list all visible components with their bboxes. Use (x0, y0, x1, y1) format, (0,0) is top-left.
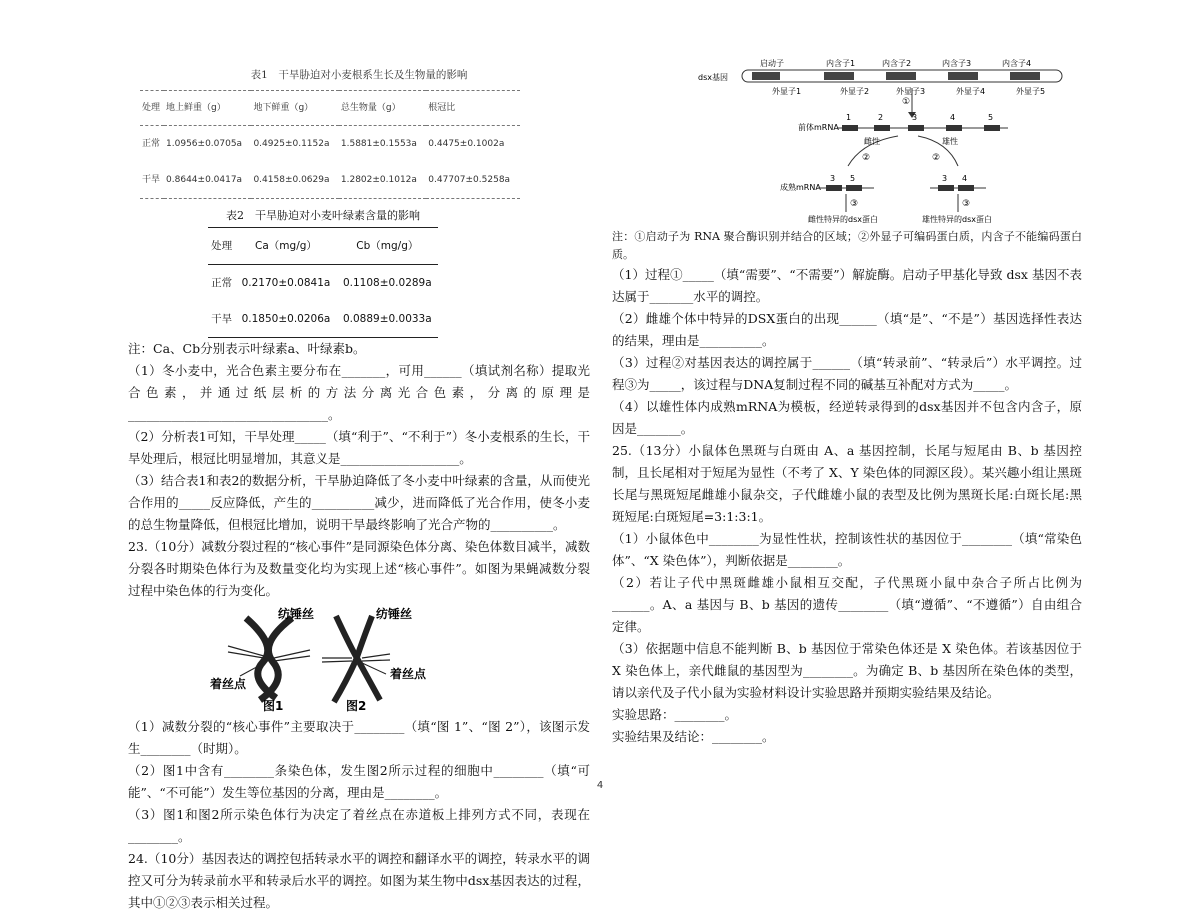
exon-label: 外显子2 (840, 87, 870, 96)
table1-header: 地上鲜重（g） (164, 91, 251, 126)
exon-label: 外显子1 (772, 87, 802, 96)
experiment-idea: 实验思路：________。 (612, 707, 738, 722)
mrna-exon (846, 185, 862, 191)
exon-number: 3 (942, 174, 948, 183)
chromosome-figure (128, 606, 590, 712)
table-cell: 0.4925±0.1152a (253, 139, 330, 149)
exon-number: 5 (850, 174, 856, 183)
pre-mrna-exon (874, 125, 890, 131)
exon-number: 5 (988, 113, 994, 122)
question-25-1: （1）小鼠体色中________为显性性状，控制该性状的基因位于________（填“常染色体”、“X 染色体”），判断依据是________。 (612, 531, 1082, 568)
table1-caption: 表1 干旱胁迫对小麦根系生长及生物量的影响 (250, 69, 468, 81)
figure2-chromosome (322, 616, 390, 702)
question-24-2: （2）雌雄个体中特异的DSX蛋白的出现______（填“是”、“不是”）基因选择性表达的结果，理由是__________。 (612, 311, 1082, 348)
table2 (208, 227, 438, 338)
question-23-2: （2）图1中含有________条染色体，发生图2所示过程的细胞中________（填“可能”、“不可能”）发生等位基因的分离，理由是________。 (128, 763, 590, 800)
figure1-label: 图1 (263, 699, 284, 712)
exon-number: 3 (912, 113, 918, 122)
table-row (140, 162, 520, 199)
exon-label: 外显子4 (956, 87, 986, 96)
table2-header-row (208, 228, 438, 265)
table-cell: 0.4475±0.1002a (428, 139, 505, 149)
exon-number: 3 (830, 174, 836, 183)
spindle-label-2: 纺锤丝 (376, 607, 413, 621)
exon-label: 外显子3 (896, 87, 926, 96)
table-cell: 1.2802±0.1012a (339, 162, 426, 199)
pre-mrna-exon (984, 125, 1000, 131)
table-cell: 0.1850±0.0206a (235, 301, 336, 338)
exon-block (824, 72, 854, 80)
table-cell: 正常 (211, 277, 233, 289)
dsx-gene-label: dsx基因 (698, 73, 728, 82)
female-protein-label: 雌性特异的dsx蛋白 (808, 215, 878, 224)
mrna-exon (938, 185, 954, 191)
table1-header: 总生物量（g） (339, 91, 426, 126)
pre-mrna-exon (946, 125, 962, 131)
page-number: 4 (596, 780, 604, 791)
table-row (208, 301, 438, 338)
table1-header: 根冠比 (426, 91, 520, 126)
table-cell: 0.0889±0.0033a (337, 301, 438, 338)
mature-mrna-label: 成熟mRNA (780, 183, 821, 192)
exon-block (1010, 72, 1040, 80)
question-25-stem: 25.（13分）小鼠体色黑斑与白斑由 A、a 基因控制，长尾与短尾由 B、b 基因控制，且长尾相对于短尾为显性（不考了 X、Y 染色体的同源区段）。某兴趣小组让黑斑长尾与黑斑短尾雌雄小鼠杂交，子代雌雄小鼠的表型及比例为黑斑长尾:白斑长尾:黑斑短尾:白斑短尾=3:1:3:1。 (612, 443, 1082, 524)
male-label: 雄性 (942, 137, 958, 146)
centromere-label-2: 着丝点 (390, 667, 427, 681)
exon-number: 2 (878, 113, 884, 122)
step3-label: ③ (850, 199, 859, 209)
intron-label: 内含子1 (826, 59, 856, 68)
table2-caption: 表2 干旱胁迫对小麦叶绿素含量的影响 (226, 209, 420, 222)
exon-number: 1 (846, 113, 852, 122)
question-25-3: （3）依据题中信息不能判断 B、b 基因位于常染色体还是 X 染色体。若该基因位于 X 染色体上，亲代雌鼠的基因型为________。为确定 B、b 基因所在染色体的类型，请以亲代及子代小鼠为实验材料设计实验思路并预期实验结果及结论。 (612, 641, 1082, 700)
table-cell: 干旱 (208, 301, 235, 338)
pre-mrna-label: 前体mRNA (798, 123, 839, 132)
exon-block (752, 72, 780, 80)
question-22-1: （1）冬小麦中，光合色素主要分布在_______，可用______（填试剂名称）提取光合色素，并通过纸层析的方法分离光合色素，分离的原理是________________________________。 (128, 363, 590, 422)
table-cell: 干旱 (140, 162, 164, 199)
table-cell: 1.0956±0.0705a (166, 139, 243, 149)
question-24-stem: 24.（10分）基因表达的调控包括转录水平的调控和翻译水平的调控，转录水平的调控又可分为转录前水平和转录后水平的调控。如图为某生物中dsx基因表达的过程，其中①②③表示相关过程。 (128, 851, 590, 910)
pre-mrna-exon (842, 125, 858, 131)
table1-header-row (140, 91, 520, 126)
exon-number: 4 (962, 174, 968, 183)
table-cell: 0.1108±0.0289a (342, 277, 432, 289)
promoter-label: 启动子 (760, 59, 784, 68)
table-cell: 1.5881±0.1553a (340, 139, 417, 149)
intron-label: 内含子4 (1002, 59, 1032, 68)
question-23-1: （1）减数分裂的“核心事件”主要取决于________（填“图 1”、“图 2”），该图示发生________（时期）。 (128, 719, 590, 756)
chromosome-diagram (128, 606, 590, 712)
table2-header: Cb（mg/g） (337, 228, 438, 265)
table-note: 注：Ca、Cb分别表示叶绿素a、叶绿素b。 (128, 341, 366, 356)
table-cell: 0.2170±0.0841a (241, 277, 331, 289)
right-column (612, 56, 1082, 748)
table2-header: 处理 (208, 228, 235, 265)
exon-block (886, 72, 916, 80)
mrna-exon (826, 185, 842, 191)
spindle-label-1: 纺锤丝 (278, 607, 315, 621)
question-22-3: （3）结合表1和表2的数据分析，干旱胁迫降低了冬小麦中叶绿素的含量，从而使光合作用的_____反应降低，产生的__________减少，进而降低了光合作用，使冬小麦的总生物量降低，但根冠比增加，说明干旱最终影响了光合产物的__________。 (128, 473, 590, 532)
question-23-stem: 23.（10分）减数分裂过程的“核心事件”是同源染色体分离、染色体数目减半，减数分裂各时期染色体行为及数量变化均为实现上述“核心事件”。如图为果蝇减数分裂过程中染色体的行为变化。 (128, 539, 590, 598)
question-24-4: （4）以雄性体内成熟mRNA为模板，经逆转录得到的dsx基因并不包含内含子，原因是_______。 (612, 399, 1082, 436)
table2-block (208, 205, 438, 338)
question-25-2: （2）若让子代中黑斑雌雄小鼠相互交配，子代黑斑小鼠中杂合子所占比例为______。A、a 基因与 B、b 基因的遗传________（填“遵循”、“不遵循”）自由组合定律。 (612, 575, 1082, 634)
step3-label: ③ (962, 199, 971, 209)
mrna-exon (958, 185, 974, 191)
table1 (140, 90, 520, 199)
dsx-diagram (612, 56, 1082, 224)
experiment-result: 实验结果及结论：________。 (612, 729, 775, 744)
question-22-2: （2）分析表1可知，干旱处理_____（填“利于”、“不利于”）冬小麦根系的生长，干旱处理后，根冠比明显增加，其意义是___________________。 (128, 429, 590, 466)
exon-label: 外显子5 (1016, 87, 1046, 96)
intron-label: 内含子2 (882, 59, 912, 68)
pre-mrna-exon (908, 125, 924, 131)
table-row (140, 126, 520, 163)
table-cell: 0.8644±0.0417a (164, 162, 251, 199)
figure-note: 注：①启动子为 RNA 聚合酶识别并结合的区域；②外显子可编码蛋白质，内含子不能编码蛋白质。 (612, 230, 1082, 261)
table-row (208, 265, 438, 302)
table2-header: Ca（mg/g） (235, 228, 336, 265)
table-cell: 0.47707±0.5258a (426, 162, 520, 199)
figure2-label: 图2 (346, 699, 367, 712)
table1-header: 处理 (140, 91, 164, 126)
exon-number: 4 (950, 113, 956, 122)
table1-header: 地下鲜重（g） (251, 91, 338, 126)
exon-block (948, 72, 978, 80)
question-23-3: （3）图1和图2所示染色体行为决定了着丝点在赤道板上排列方式不同，表现在________。 (128, 807, 590, 844)
question-24-1: （1）过程①_____（填“需要”、“不需要”）解旋酶。启动子甲基化导致 dsx 基因不表达属于_______水平的调控。 (612, 267, 1082, 304)
female-label: 雌性 (864, 137, 880, 146)
table-cell: 正常 (142, 139, 161, 149)
intron-label: 内含子3 (942, 59, 972, 68)
centromere-label-1: 着丝点 (210, 677, 247, 691)
step2-label: ② (932, 153, 941, 163)
male-protein-label: 雄性特异的dsx蛋白 (922, 215, 992, 224)
question-24-3: （3）过程②对基因表达的调控属于______（填“转录前”、“转录后”）水平调控。过程③为_____，该过程与DNA复制过程不同的碱基互补配对方式为_____。 (612, 355, 1082, 392)
dsx-figure (612, 56, 1082, 224)
step1-label: ① (902, 97, 911, 107)
step2-label: ② (862, 153, 871, 163)
table-cell: 0.4158±0.0629a (251, 162, 338, 199)
